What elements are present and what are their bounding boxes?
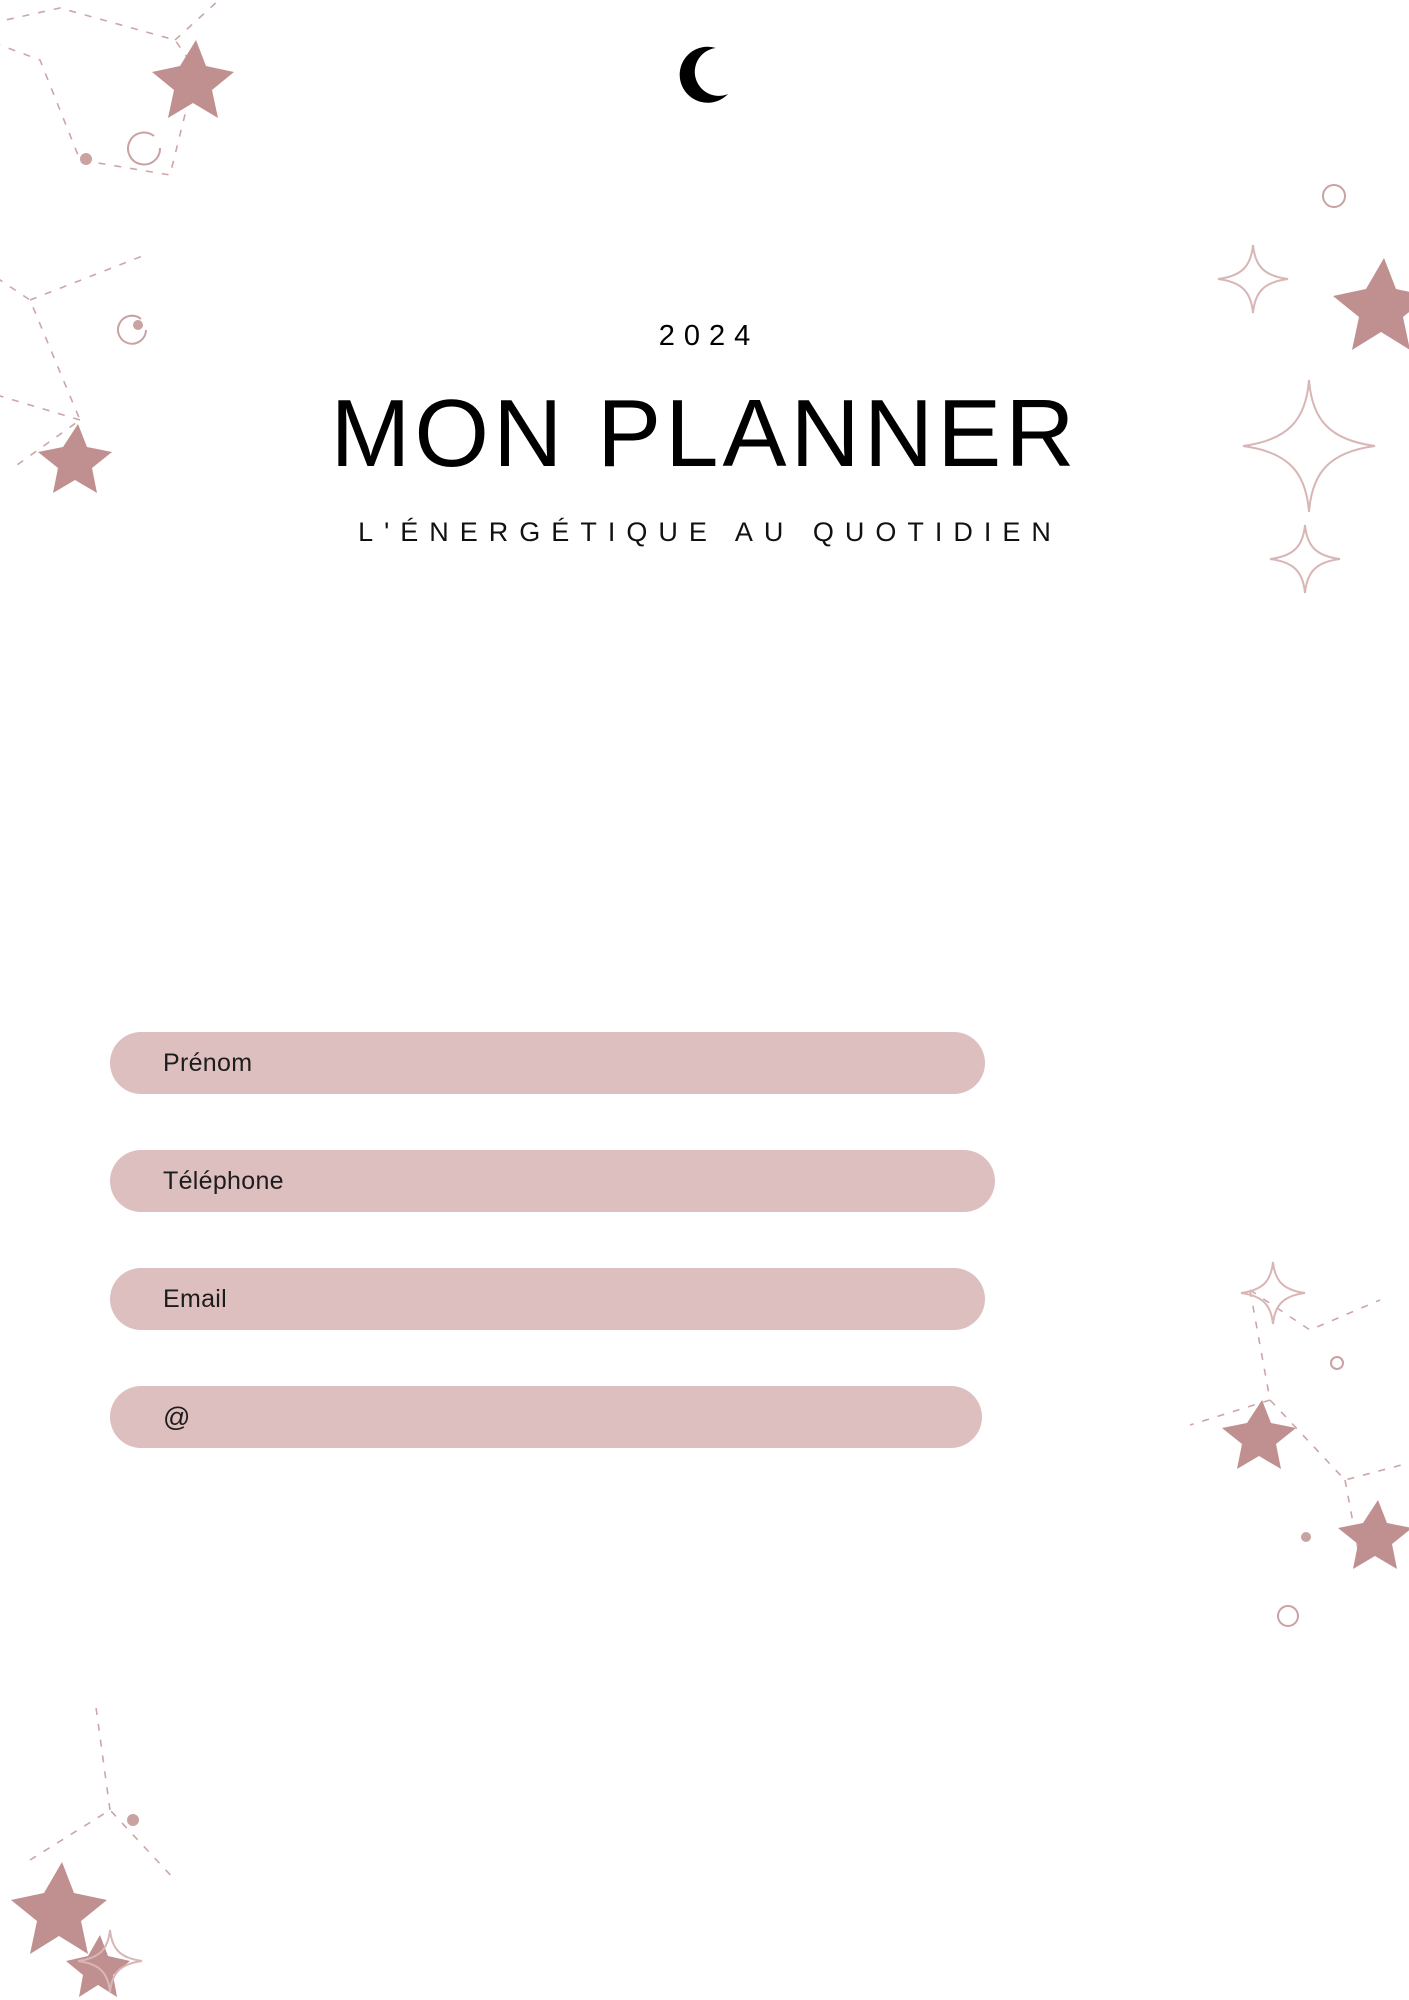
field-social-label: @: [163, 1401, 191, 1432]
field-telephone-label: Téléphone: [163, 1166, 284, 1195]
year-label: 2024: [658, 320, 760, 352]
page-title: MON PLANNER: [330, 380, 1079, 487]
field-prenom-label: Prénom: [163, 1048, 253, 1077]
crescent-moon-wrap: [0, 40, 1409, 115]
title-block: [0, 320, 1409, 548]
field-telephone[interactable]: [110, 1150, 995, 1212]
field-social[interactable]: [110, 1386, 982, 1448]
page-subtitle: L'ÉNERGÉTIQUE AU QUOTIDIEN: [358, 516, 1062, 547]
crescent-moon-icon: [670, 40, 740, 110]
field-email[interactable]: [110, 1268, 985, 1330]
field-email-label: Email: [163, 1284, 228, 1313]
field-prenom[interactable]: [110, 1032, 985, 1094]
contact-form: [110, 1032, 1300, 1504]
